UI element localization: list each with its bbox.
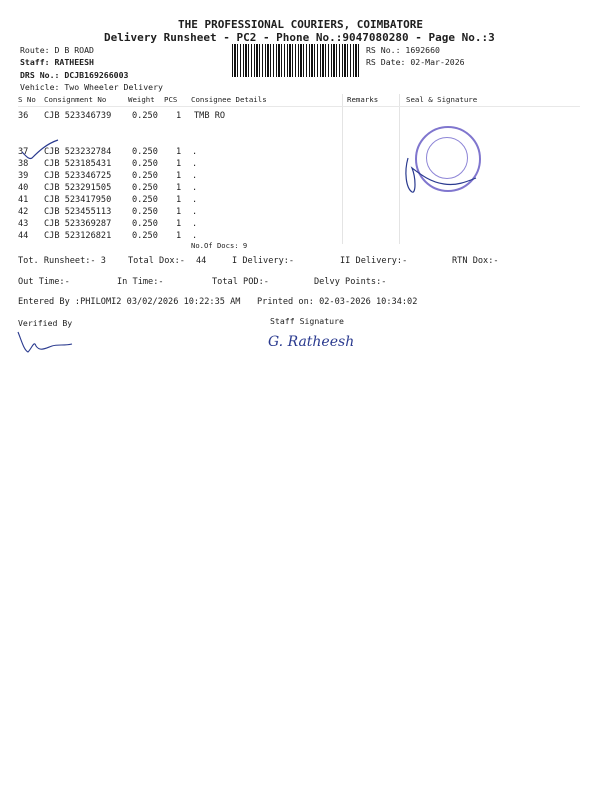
row-consignment: CJB 523369287: [44, 219, 112, 229]
i-delivery: I Delivery:-: [232, 256, 295, 266]
row-consignment: CJB 523185431: [44, 159, 112, 169]
rs-number: RS No.: 1692660: [366, 45, 440, 55]
rtn-dox: RTN Dox:-: [452, 256, 499, 266]
row-sno: 40: [18, 183, 29, 193]
row-consignment: CJB 523232784: [44, 147, 112, 157]
row-sno: 39: [18, 171, 29, 181]
row-weight: 0.250: [132, 183, 158, 193]
row-sno: 42: [18, 207, 29, 217]
row-pcs: 1: [176, 219, 182, 229]
row-consignment: CJB 523126821: [44, 231, 112, 241]
staff: Staff: RATHEESH: [20, 57, 94, 67]
col-pcs: PCS: [164, 95, 178, 104]
row-pcs: 1: [176, 195, 182, 205]
row-consignment: CJB 523291505: [44, 183, 112, 193]
row-consignee: TMB RO: [194, 111, 226, 121]
row-pcs: 1: [176, 147, 182, 157]
row-pcs: 1: [176, 183, 182, 193]
verified-by-label: Verified By: [18, 318, 73, 328]
row-consignee: .: [192, 147, 198, 157]
remarks-divider: [342, 94, 343, 244]
col-remarks: Remarks: [347, 95, 379, 104]
row-pcs: 1: [176, 207, 182, 217]
staff-signature-handwriting: G. Ratheesh: [268, 334, 355, 350]
entered-by: Entered By :PHILOMI2 03/02/2026 10:22:35 AM: [18, 297, 241, 307]
row-sno: 43: [18, 219, 29, 229]
row-consignee: .: [192, 231, 198, 241]
header-rule: [18, 106, 580, 107]
row-consignee: .: [192, 171, 198, 181]
rs-date: RS Date: 02-Mar-2026: [366, 57, 465, 67]
row-consignee: .: [192, 219, 198, 229]
row-weight: 0.250: [132, 219, 158, 229]
drs-number: DRS No.: DCJB169266003: [20, 70, 129, 80]
col-consignment: Consignment No: [44, 95, 107, 104]
row-weight: 0.250: [132, 195, 158, 205]
row-pcs: 1: [176, 159, 182, 169]
row-sno: 41: [18, 195, 29, 205]
row-consignment: CJB 523346725: [44, 171, 112, 181]
col-consignee: Consignee Details: [191, 95, 267, 104]
row-weight: 0.250: [132, 171, 158, 181]
row-weight: 0.250: [132, 147, 158, 157]
total-pod: Total POD:-: [212, 277, 269, 287]
verifier-signature-scribble: [12, 328, 82, 358]
row-weight: 0.250: [132, 111, 158, 121]
in-time: In Time:-: [117, 277, 164, 287]
printed-on: Printed on: 02-03-2026 10:34:02: [257, 297, 418, 307]
vehicle: Vehicle: Two Wheeler Delivery: [20, 82, 163, 92]
row-sno: 37: [18, 147, 29, 157]
row-sno: 38: [18, 159, 29, 169]
row-pcs: 1: [176, 111, 182, 121]
route: Route: D B ROAD: [20, 45, 94, 55]
row-consignee: .: [192, 195, 198, 205]
row-consignment: CJB 523346739: [44, 111, 112, 121]
ii-delivery: II Delivery:-: [340, 256, 408, 266]
row-weight: 0.250: [132, 159, 158, 169]
company-name: THE PROFESSIONAL COURIERS, COIMBATORE: [178, 18, 424, 31]
row-consignment: CJB 523455113: [44, 207, 112, 217]
row-consignee: .: [192, 183, 198, 193]
barcode: [232, 44, 360, 77]
total-dox-label: Total Dox:-: [128, 256, 185, 266]
col-weight: Weight: [128, 95, 155, 104]
row-consignee: .: [192, 207, 198, 217]
row-pcs: 1: [176, 171, 182, 181]
delvy-points: Delvy Points:-: [314, 277, 387, 287]
out-time: Out Time:-: [18, 277, 70, 287]
row-weight: 0.250: [132, 207, 158, 217]
col-sno: S No: [18, 95, 36, 104]
staff-signature-label: Staff Signature: [270, 316, 344, 326]
row-consignee: .: [192, 159, 198, 169]
no-of-docs: No.Of Docs: 9: [191, 241, 248, 250]
row-sno: 44: [18, 231, 29, 241]
row-pcs: 1: [176, 231, 182, 241]
row-weight: 0.250: [132, 231, 158, 241]
runsheet-subtitle: Delivery Runsheet - PC2 - Phone No.:9047080280 - Page No.:3: [104, 31, 495, 44]
row-sno: 36: [18, 111, 29, 121]
checkmark-icon: [20, 138, 60, 162]
row-consignment: CJB 523417950: [44, 195, 112, 205]
consignee-signature-scribble: [400, 148, 480, 198]
tot-runsheet: Tot. Runsheet:- 3: [18, 256, 106, 266]
col-seal-signature: Seal & Signature: [406, 95, 478, 104]
total-dox-value: 44: [196, 256, 207, 266]
